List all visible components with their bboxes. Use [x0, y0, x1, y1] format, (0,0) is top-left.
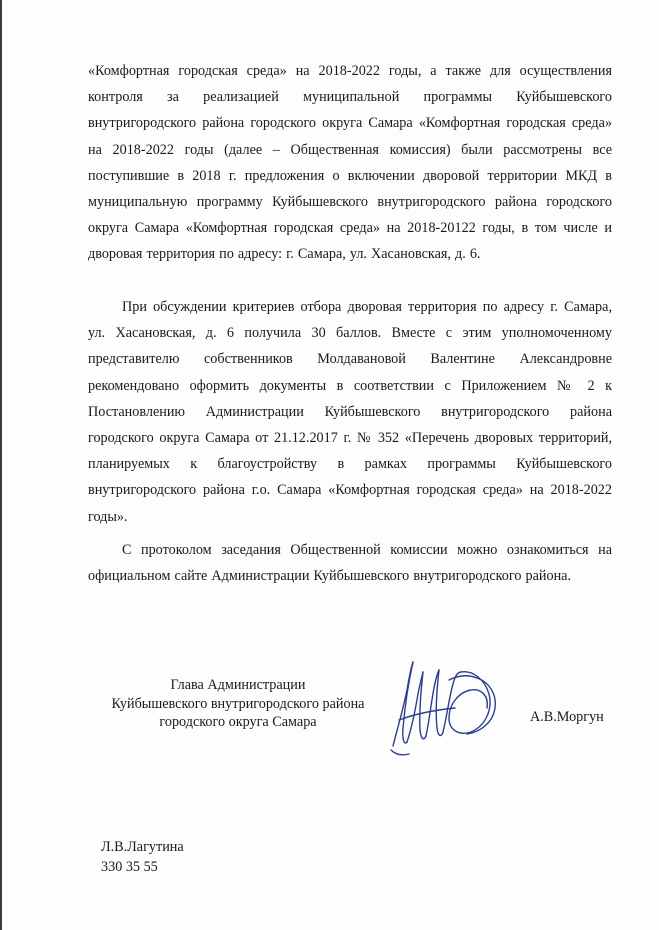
signatory-title-line-3: городского округа Самара: [159, 714, 317, 730]
signatory-title: [90, 676, 386, 732]
handwritten-signature: [385, 650, 505, 760]
signatory-name: А.В.Моргун: [530, 709, 604, 725]
executor-name: Л.В.Лагутина: [101, 839, 184, 855]
body-paragraph-1: «Комфортная городская среда» на 2018-2022 годы, а также для осуществления контроля за реализацией муниципальной программы Куйбышевского внутригородского района городского округа Самара «Комфортная городская среда» на 2018-2022 годы (далее – Общественная комиссия) были рассмотрены все поступившие в 2018 г. предложения о включении дворовой территории МКД в муниципальную программу Куйбышевского внутригородского района городского округа Самара «Комфортная городская среда» на 2018-20122 годы, в том числе и дворовая территория по адресу: г. Самара, ул. Хасановская, д. 6.: [88, 63, 612, 263]
body-paragraph-3: С протоколом заседания Общественной комиссии можно ознакомиться на официальном сайте Администрации Куйбышевского внутригородского района.: [88, 542, 612, 585]
signatory-title-line-1: Глава Администрации: [170, 677, 306, 693]
body-paragraph-2: При обсуждении критериев отбора дворовая территория по адресу г. Самара, ул. Хасановская, д. 6 получила 30 баллов. Вместе с этим уполномоченному представителю собственников Молдавановой Валентине Александровне рекомендовано оформить документы в соответствии с Приложением № 2 к Постановлению Администрации Куйбышевского внутригородского района городского округа Самара от 21.12.2017 г. № 352 «Перечень дворовых территорий, планируемых к благоустройству в рамках программы Куйбышевского внутригородского района г.о. Самара «Комфортная городская среда» на 2018-2022 годы».: [88, 299, 612, 525]
executor-contact: [101, 838, 184, 877]
executor-phone: 330 35 55: [101, 858, 158, 875]
signatory-title-line-2: Куйбышевского внутригородского района: [111, 695, 365, 712]
page-edge-shadow: [0, 0, 2, 930]
